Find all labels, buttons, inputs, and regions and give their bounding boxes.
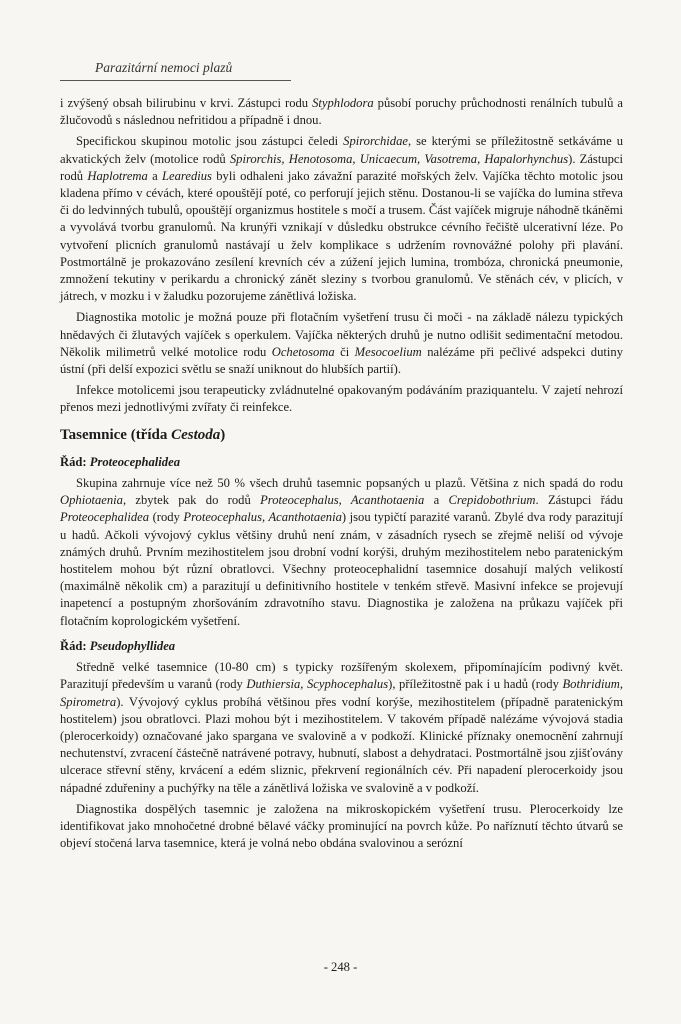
paragraph	[60, 133, 623, 305]
text-run: ), příležitostně pak i u hadů (rody	[388, 677, 563, 692]
text-run: ) jsou typičtí parazité varanů. Zbylé dva rody parazitují u hadů. Ačkoli vývojový cyklus většiny druhů není znám, v zásadních rysech se zřejmě neliší od vývoje známých druhů. Prvním mezihostitelem jsou drobní vodní korýši, druhým mezihostitelem nebo paratenickým hostitelem mohou být různí obratlovci. Všechny proteocephalidní tasemnice dosahují malých velikostí (maximálně několik cm) a parazitují u definitivního hostitele v tenkém střevě. Masivní infekce se projevují inapetencí a postupným zhoršováním zdravotního stavu. Diagnostika je založena na průkazu vajíček při flotačním koprologickém vyšetření.	[60, 510, 624, 628]
italic-text: Bothridium, Spirometra	[60, 677, 623, 709]
section-heading-text: Tasemnice (třída	[60, 426, 172, 443]
text-run: působí poruchy průchodnosti renálních tubulů a žlučovodů s následnou nefritidou a případně i dnou.	[60, 96, 623, 128]
italic-text: Mesocoelium	[354, 344, 422, 359]
body-text	[60, 95, 623, 856]
italic-text: Ochetosoma	[271, 344, 335, 359]
text-run: nalézáme při pečlivé adspekci dutiny ústní (při delší expozici světlu se snaží uniknout do hlubších partií).	[60, 344, 623, 377]
text-run: ). Vývojový cyklus probíhá většinou přes vodní korýše, mezihostitelem (případně paratenickým hostitelem) jsou obratlovci. Plazi mohou být i mezihostitelem. V takovém případě nalézáme vývojová stadia (plerocerkoidy) označované jako spargana ve svalovině a v podkoží. Klinické příznaky onemocnění zahrnují nechutenství, zvracení částečně natrávené potravy, hubnutí, slabost a dehydrataci. Postmortálně jsou zjišťovány ulcerace střevní stěny, krvácení a edém sliznic, překrvení regionálních cév. Při napadení plerocerkoidy jsou nápadné zduřeniny a puchýřky na těle a zánětlivá ložiska ve svalovině a v podkoží.	[60, 694, 623, 795]
order-heading-label: Řád:	[60, 638, 90, 653]
text-run: byli odhaleni jako závažní parazité mořských želv. Vajíčka těchto motolic jsou kladena přímo v cévách, které opouštějí poté, co perforují jejich stěnu. Dostanou-li se vajíčka do lumina střeva či do ledvinných tubulů, opouštějí organizmus hostitele s močí a trusem. Část vajíček migruje náhodně tkáněmi a vyvolává tvorbu granulomů. Na krunýři vznikají v důsledku obstrukce cévního řečiště ulcerativní léze. Po vytvoření plicních granulomů nastávají u želv komplikace s udržením rovnovážné polohy při plavání. Postmortálně je prokazováno zesílení krevních cév a zúžení jejich lumina, trombóza, chronická pneumonie, zmnožení tekutiny v perikardu a chronický zánět sleziny s tvorbou granulomů. Ve stěnách cév, v plicích, v játrech, v mozku i v žaludku pozorujeme zánětlivá ložiska.	[60, 168, 624, 304]
order-heading	[60, 454, 623, 471]
paragraph	[60, 801, 623, 853]
section-heading-italic: Cestoda	[171, 426, 221, 443]
header-rule	[60, 80, 291, 81]
order-heading-label: Řád:	[60, 454, 90, 469]
text-run: ). Zástupci rodů	[60, 151, 624, 183]
italic-text: Proteocephalus, Acanthotaenia	[183, 510, 342, 525]
text-run: , zbytek pak do rodů	[122, 493, 261, 508]
order-heading	[60, 638, 623, 655]
paragraph	[60, 309, 623, 378]
italic-text: Haplotrema	[87, 168, 148, 183]
italic-text: Proteocephalidea	[60, 510, 150, 525]
text-run: a	[424, 493, 449, 508]
paragraph	[60, 95, 623, 129]
paragraph	[60, 475, 623, 630]
text-run: Středně velké tasemnice (10-80 cm) s typicky rozšířeným skolexem, připomínajícím podivný květ. Parazitují především u varanů (rody	[60, 660, 623, 692]
text-run: Diagnostika motolic je možná pouze při flotačním vyšetření trusu či moči - na základě nálezu typických hnědavých či žlutavých vajíček s operkulem. Vajíčka některých druhů je nutno odlišit sedimentační metodou. Několik milimetrů velké motolice rodu	[60, 310, 623, 359]
italic-text: Proteocephalus, Acanthotaenia	[260, 493, 425, 508]
italic-text: Spirorchis, Henotosoma, Unicaecum, Vasotrema, Hapalorhynchus	[229, 151, 569, 166]
paragraph	[60, 659, 623, 797]
italic-text: Styphlodora	[312, 96, 374, 110]
page-number: - 248 -	[323, 960, 358, 974]
italic-text: Crepidobothrium	[448, 493, 536, 508]
text-run: i zvýšený obsah bilirubinu v krvi. Zástupci rodu	[60, 96, 313, 110]
italic-text: Spirorchidae	[343, 134, 408, 149]
italic-text: Duthiersia, Scyphocephalus	[246, 677, 389, 692]
text-run: (rody	[149, 510, 184, 525]
order-heading-name: Pseudophyllidea	[89, 638, 176, 653]
text-run: , se kterými se příležitostně setkáváme u akvatických želv (motolice rodů	[60, 134, 623, 166]
section-heading	[60, 427, 623, 444]
text-run: . Zástupci řádu	[535, 493, 624, 508]
running-head: Parazitární nemoci plazů	[95, 60, 233, 75]
text-run: Infekce motolicemi jsou terapeuticky zvládnutelné opakovaným podáváním praziquantelu. V zajetí nehrozí přenos mezi jednotlivými zvířaty či reinfekce.	[60, 383, 623, 415]
text-run: Diagnostika dospělých tasemnic je založena na mikroskopickém vyšetření trusu. Plerocerkoidy lze identifikovat jako mnohočetné drobné bělavé váčky prominující na povrch kůže. Po naříznutí těchto útvarů se objeví stočená larva tasemnice, která je volná nebo obdána svalovinou a serózní	[60, 801, 623, 851]
text-run: Skupina zahrnuje více než 50 % všech druhů tasemnic popsaných u plazů. Většina z nich spadá do rodu	[76, 476, 623, 491]
italic-text: Learedius	[162, 168, 212, 183]
order-heading-name: Proteocephalidea	[89, 454, 180, 469]
text-run: či	[334, 344, 355, 359]
italic-text: Ophiotaenia	[60, 493, 123, 508]
section-heading-close: )	[220, 426, 226, 443]
text-run: Specifickou skupinou motolic jsou zástupci čeledi	[76, 134, 344, 149]
paragraph	[60, 382, 623, 416]
text-run: a	[147, 168, 163, 183]
